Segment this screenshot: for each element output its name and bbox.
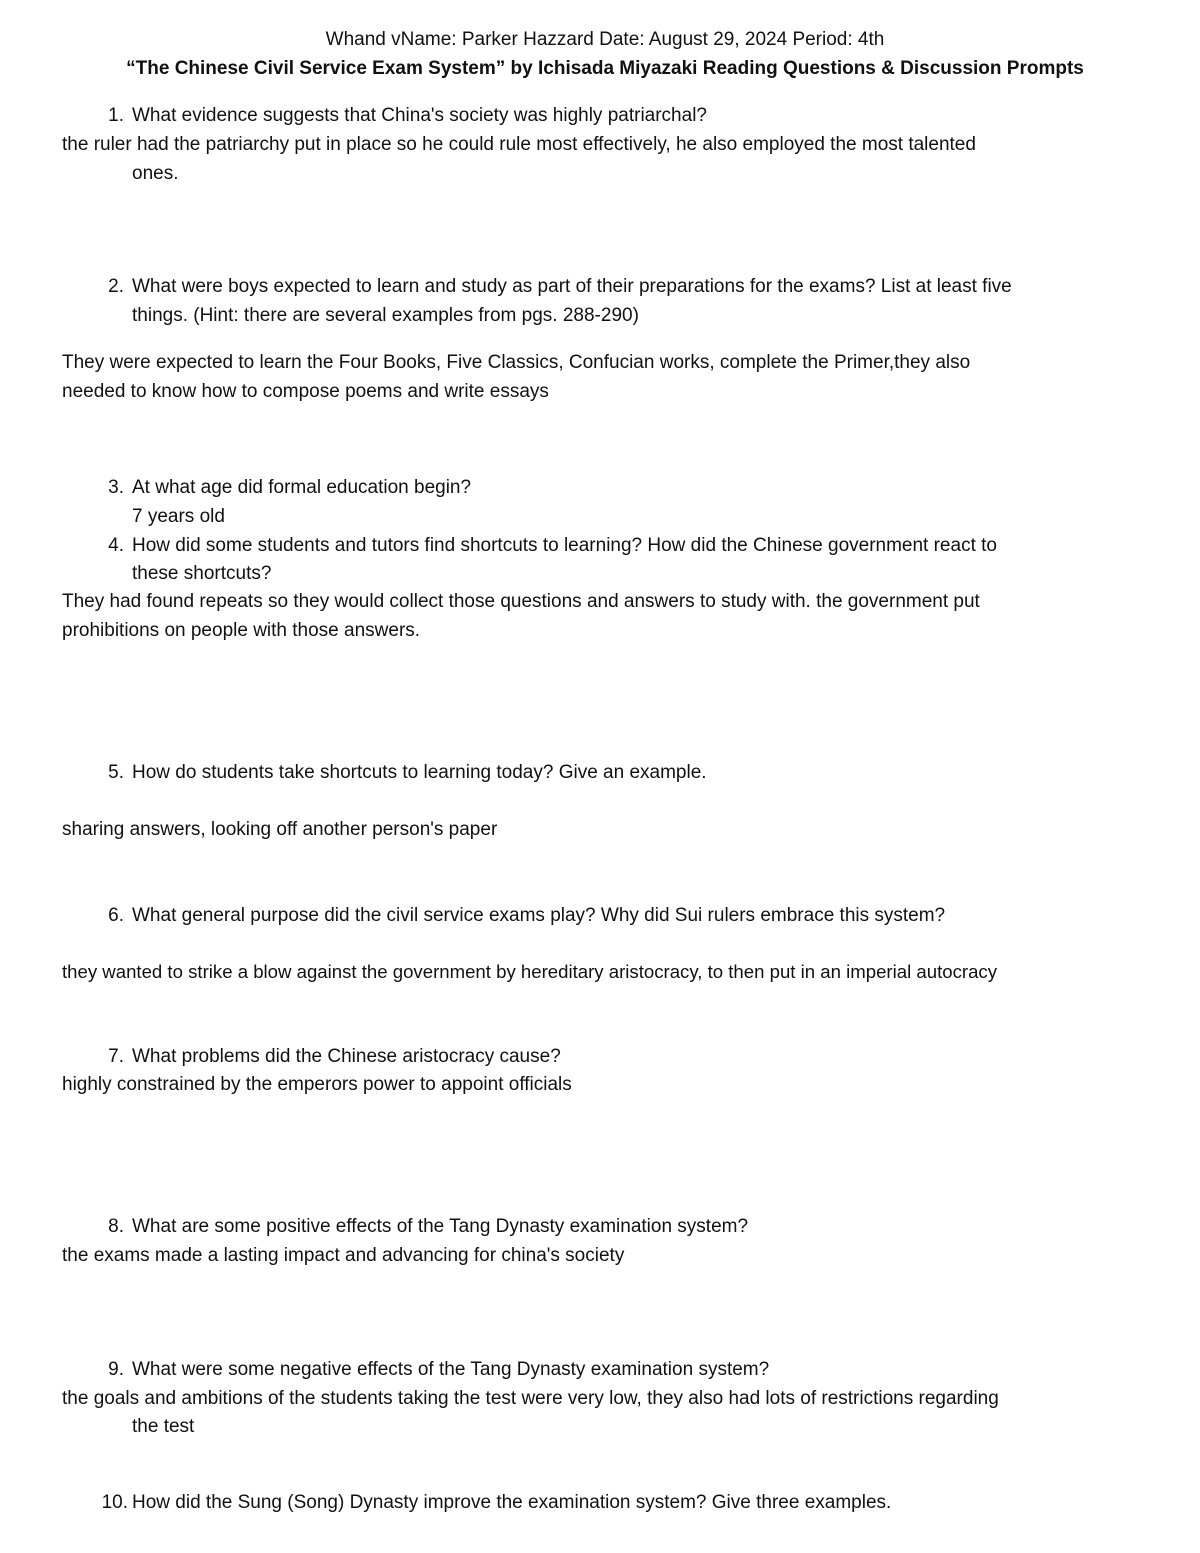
answer-3: 7 years old bbox=[132, 506, 225, 527]
question-number: 8. bbox=[108, 1216, 124, 1237]
question-text: At what age did formal education begin? bbox=[132, 477, 472, 498]
answer-1-line-1: the ruler had the patriarchy put in place so he could rule most effectively, he also employed the most talented bbox=[62, 134, 976, 155]
question-text: What general purpose did the civil service exams play? Why did Sui rulers embrace this system? bbox=[132, 905, 946, 926]
question-text-line-2: these shortcuts? bbox=[132, 563, 272, 584]
answer-9-line-1: the goals and ambitions of the students taking the test were very low, they also had lots of restrictions regarding bbox=[62, 1388, 999, 1409]
question-text: What evidence suggests that China's society was highly patriarchal? bbox=[132, 105, 707, 126]
question-number: 4. bbox=[108, 535, 124, 556]
student-info-line: Whand vName: Parker Hazzard Date: August 29, 2024 Period: 4th bbox=[325, 29, 885, 50]
question-text: How did the Sung (Song) Dynasty improve the examination system? Give three examples. bbox=[132, 1492, 892, 1513]
answer-6: they wanted to strike a blow against the government by hereditary aristocracy, to then put in an imperial autocracy bbox=[62, 961, 997, 982]
answer-5: sharing answers, looking off another person's paper bbox=[62, 819, 498, 840]
answer-1-line-2: ones. bbox=[132, 163, 179, 184]
question-number: 7. bbox=[108, 1046, 124, 1067]
question-text-line-2: things. (Hint: there are several examples from pgs. 288-290) bbox=[132, 305, 639, 326]
question-text: What were some negative effects of the Tang Dynasty examination system? bbox=[132, 1359, 770, 1380]
question-number: 1. bbox=[108, 105, 124, 126]
answer-4-line-1: They had found repeats so they would collect those questions and answers to study with. the government put bbox=[62, 591, 980, 612]
answer-7: highly constrained by the emperors power to appoint officials bbox=[62, 1074, 572, 1095]
answer-8: the exams made a lasting impact and advancing for china's society bbox=[62, 1245, 625, 1266]
answer-2-line-1: They were expected to learn the Four Books, Five Classics, Confucian works, complete the Primer,they also bbox=[62, 352, 971, 373]
question-number: 2. bbox=[108, 276, 124, 297]
question-text: What problems did the Chinese aristocracy cause? bbox=[132, 1046, 561, 1067]
question-number: 3. bbox=[108, 477, 124, 498]
answer-9-line-2: the test bbox=[132, 1416, 195, 1437]
question-number: 9. bbox=[108, 1359, 124, 1380]
question-text-line-1: How did some students and tutors find shortcuts to learning? How did the Chinese government react to bbox=[132, 535, 997, 556]
question-text: What are some positive effects of the Tang Dynasty examination system? bbox=[132, 1216, 749, 1237]
question-text: How do students take shortcuts to learning today? Give an example. bbox=[132, 762, 707, 783]
question-number: 10. bbox=[101, 1492, 128, 1513]
worksheet-title: “The Chinese Civil Service Exam System” by Ichisada Miyazaki Reading Questions & Discussion Prompts bbox=[126, 58, 1084, 79]
question-text-line-1: What were boys expected to learn and study as part of their preparations for the exams? List at least five bbox=[132, 276, 1012, 297]
question-number: 5. bbox=[108, 762, 124, 783]
answer-2-line-2: needed to know how to compose poems and write essays bbox=[62, 381, 549, 402]
answer-4-line-2: prohibitions on people with those answers. bbox=[62, 620, 421, 641]
question-number: 6. bbox=[108, 905, 124, 926]
